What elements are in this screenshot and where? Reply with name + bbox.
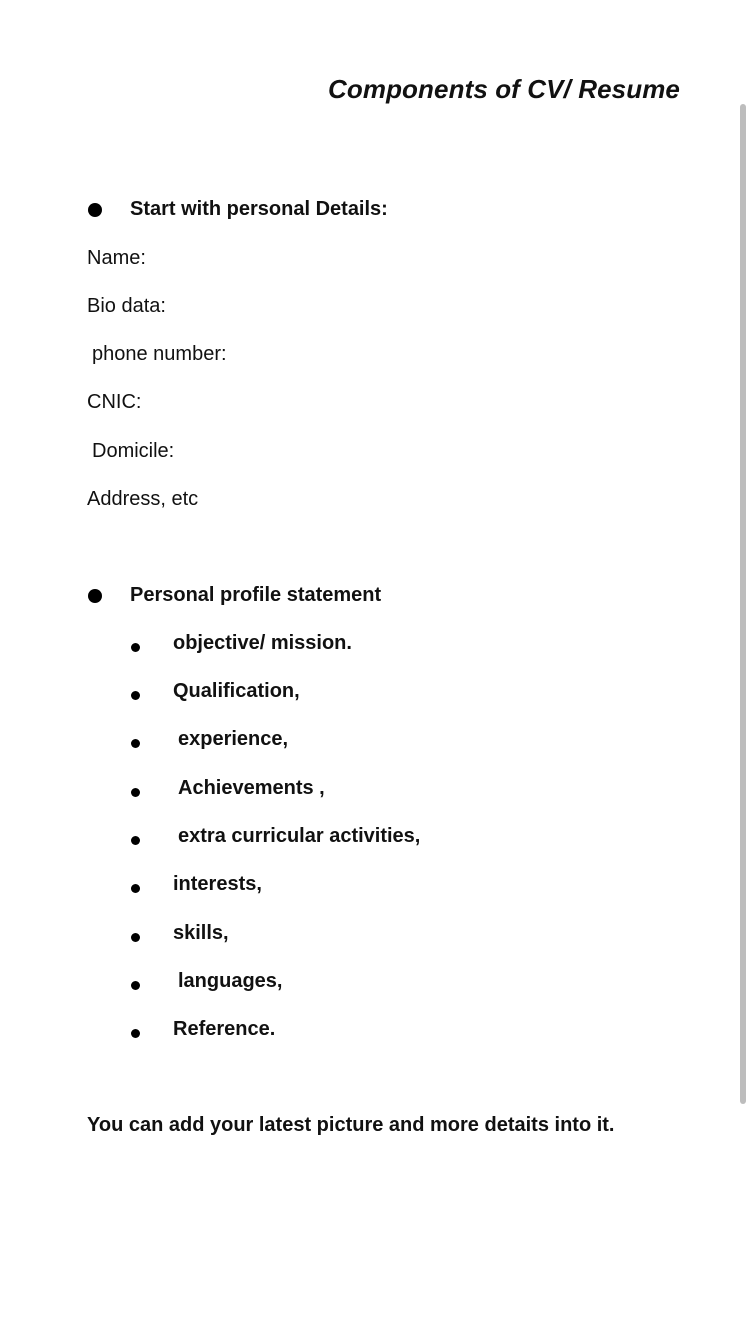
list-item: interests, bbox=[173, 873, 262, 895]
sub-bullet-icon bbox=[131, 981, 140, 990]
field-domicile: Domicile: bbox=[92, 440, 175, 462]
list-item: languages, bbox=[178, 970, 283, 992]
list-item: Reference. bbox=[173, 1018, 276, 1040]
bullet-icon bbox=[88, 203, 102, 217]
bullet-icon bbox=[88, 589, 102, 603]
section-heading-profile-statement: Personal profile statement bbox=[130, 584, 382, 606]
list-item: experience, bbox=[178, 728, 289, 750]
document-title: Components of CV/ Resume bbox=[328, 74, 680, 104]
sub-bullet-icon bbox=[131, 836, 140, 845]
sub-bullet-icon bbox=[131, 1029, 140, 1038]
section-heading-personal-details: Start with personal Details: bbox=[130, 198, 388, 220]
sub-bullet-icon bbox=[131, 739, 140, 748]
sub-bullet-icon bbox=[131, 691, 140, 700]
field-name: Name: bbox=[87, 247, 146, 269]
sub-bullet-icon bbox=[131, 933, 140, 942]
field-bio-data: Bio data: bbox=[87, 295, 166, 317]
field-cnic: CNIC: bbox=[87, 391, 142, 413]
field-address: Address, etc bbox=[87, 488, 199, 510]
closing-note: You can add your latest picture and more detaits into it. bbox=[87, 1114, 615, 1136]
sub-bullet-icon bbox=[131, 788, 140, 797]
list-item: Qualification, bbox=[173, 680, 300, 702]
sub-bullet-icon bbox=[131, 643, 140, 652]
list-item: Achievements , bbox=[178, 777, 325, 799]
vertical-scrollbar[interactable] bbox=[740, 104, 746, 1104]
field-phone-number: phone number: bbox=[92, 343, 227, 365]
list-item: objective/ mission. bbox=[173, 632, 352, 654]
list-item: skills, bbox=[173, 922, 229, 944]
sub-bullet-icon bbox=[131, 884, 140, 893]
list-item: extra curricular activities, bbox=[178, 825, 421, 847]
